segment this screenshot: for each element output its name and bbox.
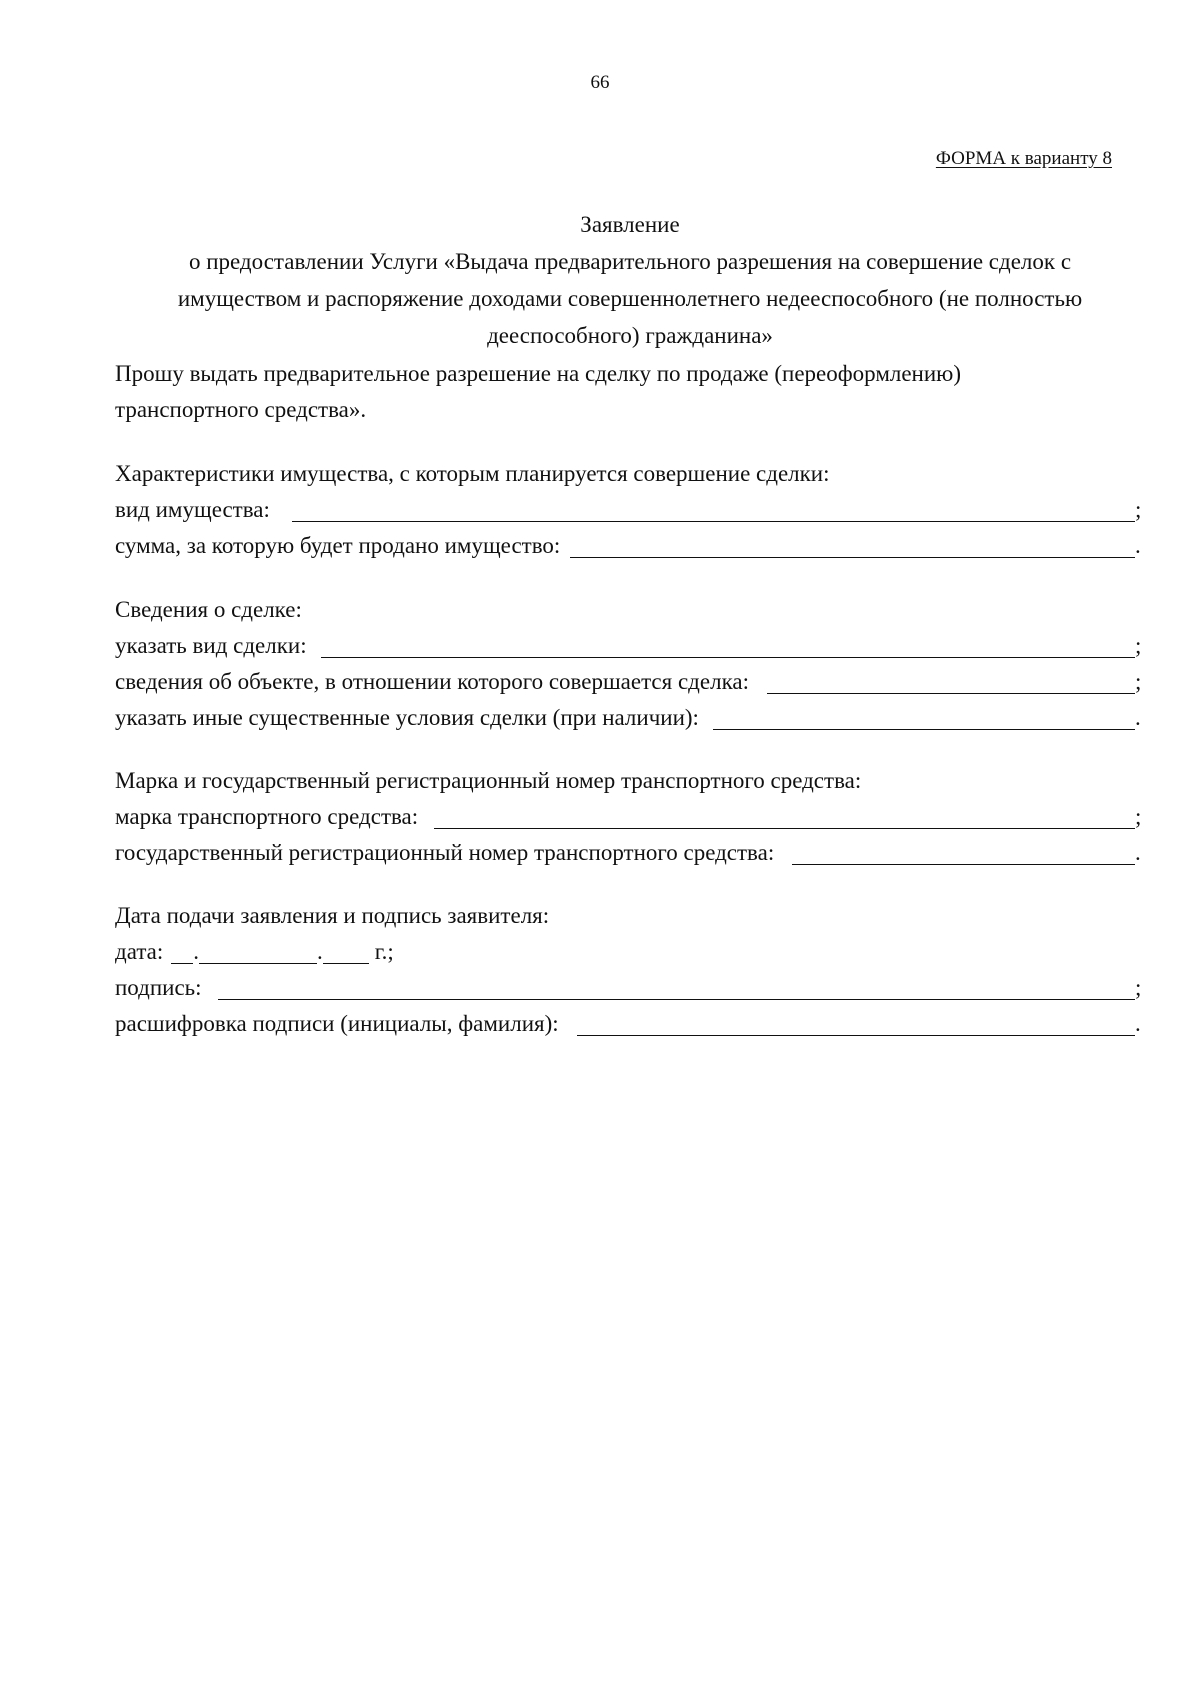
vehicle-brand-end: ; [1135, 804, 1142, 829]
date-suffix: г.; [374, 939, 394, 964]
date-separator-1: . [193, 939, 199, 964]
deal-object-field[interactable] [767, 669, 1135, 694]
property-heading: Характеристики имущества, с которым планируется совершение сделки: [115, 461, 830, 486]
date-label: дата: [115, 939, 164, 964]
page-number: 66 [590, 72, 610, 93]
property-amount-row [115, 528, 1145, 564]
sign-label: подпись: [115, 975, 202, 1000]
property-type-label: вид имущества: [115, 497, 270, 522]
date-year-field[interactable] [323, 939, 369, 964]
deal-object-end: ; [1135, 669, 1142, 694]
request-line-1: Прошу выдать предварительное разрешение на сделку по продаже (переоформлению) [115, 361, 962, 386]
property-section [115, 456, 1145, 564]
date-day-field[interactable] [171, 939, 193, 964]
deal-conditions-row [115, 700, 1145, 736]
vehicle-reg-end: . [1135, 840, 1141, 865]
request-line-2: транспортного средства». [115, 397, 367, 422]
property-amount-label: сумма, за которую будет продано имущество: [115, 533, 561, 558]
request-paragraph [115, 356, 1145, 428]
date-month-field[interactable] [199, 939, 317, 964]
document-title [140, 206, 1120, 354]
deal-object-label: сведения об объекте, в отношении которого совершается сделка: [115, 669, 749, 694]
property-amount-field[interactable] [570, 533, 1135, 558]
property-type-row [115, 492, 1145, 528]
property-type-field[interactable] [292, 497, 1135, 522]
sign-field[interactable] [218, 975, 1135, 1000]
vehicle-brand-row [115, 799, 1145, 835]
deal-kind-field[interactable] [321, 633, 1135, 658]
date-separator-2: . [317, 939, 323, 964]
vehicle-heading: Марка и государственный регистрационный номер транспортного средства: [115, 768, 862, 793]
property-type-end: ; [1135, 497, 1142, 522]
deal-conditions-label: указать иные существенные условия сделки (при наличии): [115, 705, 699, 730]
deal-conditions-end: . [1135, 705, 1141, 730]
deal-kind-row [115, 628, 1145, 664]
vehicle-brand-label: марка транспортного средства: [115, 804, 419, 829]
decode-row [115, 1006, 1145, 1042]
vehicle-reg-field[interactable] [792, 840, 1135, 865]
sign-end: ; [1135, 975, 1142, 1000]
title-line-2: о предоставлении Услуги «Выдача предварительного разрешения на совершение сделок с [188, 249, 1072, 274]
vehicle-brand-field[interactable] [434, 804, 1135, 829]
vehicle-reg-label: государственный регистрационный номер транспортного средства: [115, 840, 775, 865]
deal-conditions-field[interactable] [713, 705, 1135, 730]
decode-end: . [1135, 1011, 1141, 1036]
deal-kind-end: ; [1135, 633, 1142, 658]
vehicle-section [115, 763, 1145, 871]
sign-row [115, 970, 1145, 1006]
vehicle-reg-row [115, 835, 1145, 871]
decode-label: расшифровка подписи (инициалы, фамилия): [115, 1011, 559, 1036]
property-amount-end: . [1135, 533, 1141, 558]
signature-heading: Дата подачи заявления и подпись заявителя: [115, 903, 550, 928]
deal-heading: Сведения о сделке: [115, 597, 302, 622]
title-line-3: имуществом и распоряжение доходами совершеннолетнего недееспособного (не полностью [177, 286, 1083, 311]
form-reference: ФОРМА к варианту 8 [935, 148, 1112, 169]
deal-kind-label: указать вид сделки: [115, 633, 307, 658]
decode-field[interactable] [577, 1011, 1135, 1036]
date-row [115, 934, 1145, 970]
title-line-1: Заявление [580, 212, 680, 237]
title-line-4: дееспособного) гражданина» [487, 323, 773, 348]
signature-section [115, 898, 1145, 1042]
deal-object-row [115, 664, 1145, 700]
deal-section [115, 592, 1145, 736]
